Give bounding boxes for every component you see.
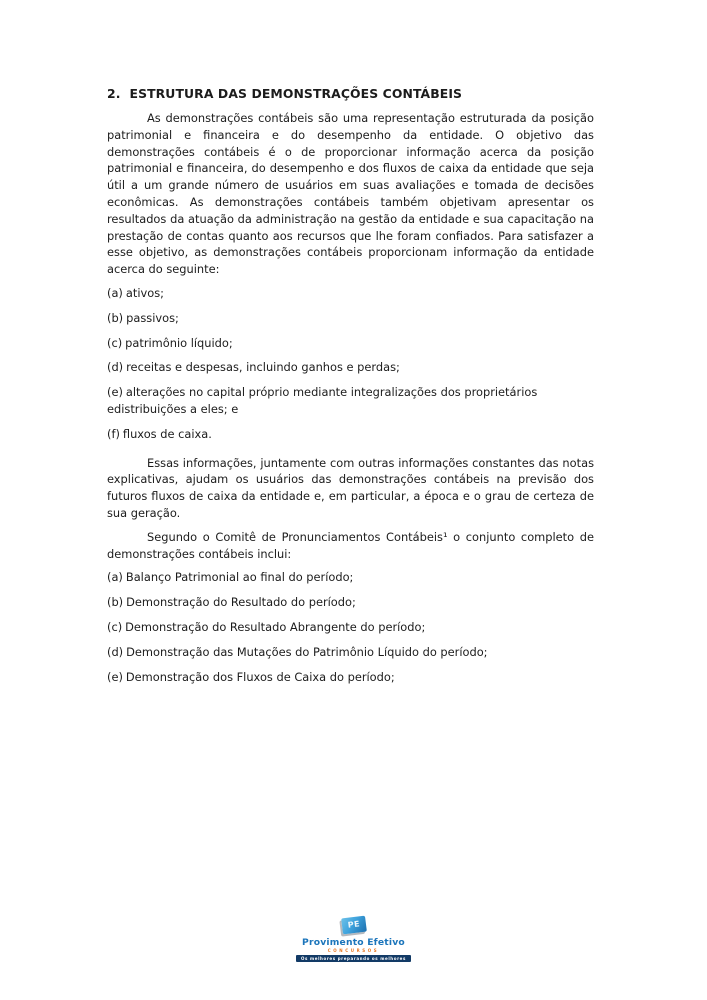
brand-name: Provimento Efetivo (302, 937, 405, 948)
brand-logo-icon (341, 916, 367, 935)
list-item-text: Balanço Patrimonial ao final do período; (125, 570, 354, 585)
list-item-text: Demonstração do Resultado do período; (126, 595, 356, 610)
list-item-text: fluxos de caixa. (122, 426, 212, 441)
brand-monogram: PE (346, 919, 361, 930)
document-body (107, 86, 594, 697)
brand-subtitle: CONCURSOS (327, 948, 380, 954)
list-item-a (107, 569, 594, 586)
section-number: 2. (107, 86, 121, 101)
list-item-a (107, 285, 594, 302)
footer-logo (0, 917, 707, 962)
list-item-text: patrimônio líquido; (125, 335, 233, 350)
list-item-marker: (b) (107, 595, 124, 610)
brand-tagline: Os melhores preparando os melhores (296, 955, 411, 962)
list-item-b (107, 594, 594, 611)
list-item-b (107, 310, 594, 327)
paragraph-comite: Segundo o Comitê de Pronunciamentos Contábeis¹ o conjunto completo de demonstrações contábeis inclui: (107, 529, 594, 561)
list-item-marker: (f) (107, 426, 120, 441)
list-item-d (107, 359, 594, 376)
list-informacao (107, 285, 594, 443)
list-item-text: Demonstração dos Fluxos de Caixa do período; (125, 669, 395, 684)
section-heading (107, 86, 594, 101)
list-item-marker: (e) (107, 385, 123, 400)
list-item-text: alterações no capital próprio mediante integralizações dos proprietários edistribuições a eles; e (107, 385, 538, 416)
section-title: ESTRUTURA DAS DEMONSTRAÇÕES CONTÁBEIS (129, 86, 463, 101)
list-item-text: ativos; (125, 285, 164, 300)
paragraph-intro: As demonstrações contábeis são uma representação estruturada da posição patrimonial e financeira e do desempenho da entidade. O objetivo das demonstrações contábeis é o de proporcionar informação acerca da posição patrimonial e financeira, do desempenho e dos fluxos de caixa da entidade que seja útil a um grande número de usuários em suas avaliações e tomada de decisões econômicas. As demonstrações contábeis também objetivam apresentar os resultados da atuação da administração na gestão da entidade e sua capacitação na prestação de contas quanto aos recursos que lhe foram confiados. Para satisfazer a esse objetivo, as demonstrações contábeis proporcionam informação da entidade acerca do seguinte: (107, 111, 594, 277)
list-item-marker: (d) (107, 360, 124, 375)
list-item-c (107, 335, 594, 352)
list-item-marker: (e) (107, 669, 123, 684)
list-item-text: passivos; (126, 310, 179, 325)
list-item-e (107, 384, 594, 418)
list-item-marker: (c) (107, 619, 123, 634)
list-item-d (107, 644, 594, 661)
list-item-text: Demonstração do Resultado Abrangente do período; (125, 619, 426, 634)
list-item-f (107, 426, 594, 443)
list-item-marker: (b) (107, 310, 124, 325)
paragraph-notas: Essas informações, juntamente com outras informações constantes das notas explicativas, ajudam os usuários das demonstrações contábeis na previsão dos futuros fluxos de caixa da entidade e, em particular, a época e o grau de certeza de sua geração. (107, 455, 594, 520)
list-item-marker: (a) (107, 285, 123, 300)
list-item-text: receitas e despesas, incluindo ganhos e perdas; (126, 360, 400, 375)
list-item-marker: (d) (107, 644, 124, 659)
list-item-marker: (c) (107, 335, 123, 350)
list-item-c (107, 619, 594, 636)
list-item-e (107, 669, 594, 686)
list-item-marker: (a) (107, 570, 123, 585)
list-conjunto (107, 569, 594, 685)
list-item-text: Demonstração das Mutações do Patrimônio Líquido do período; (126, 644, 488, 659)
